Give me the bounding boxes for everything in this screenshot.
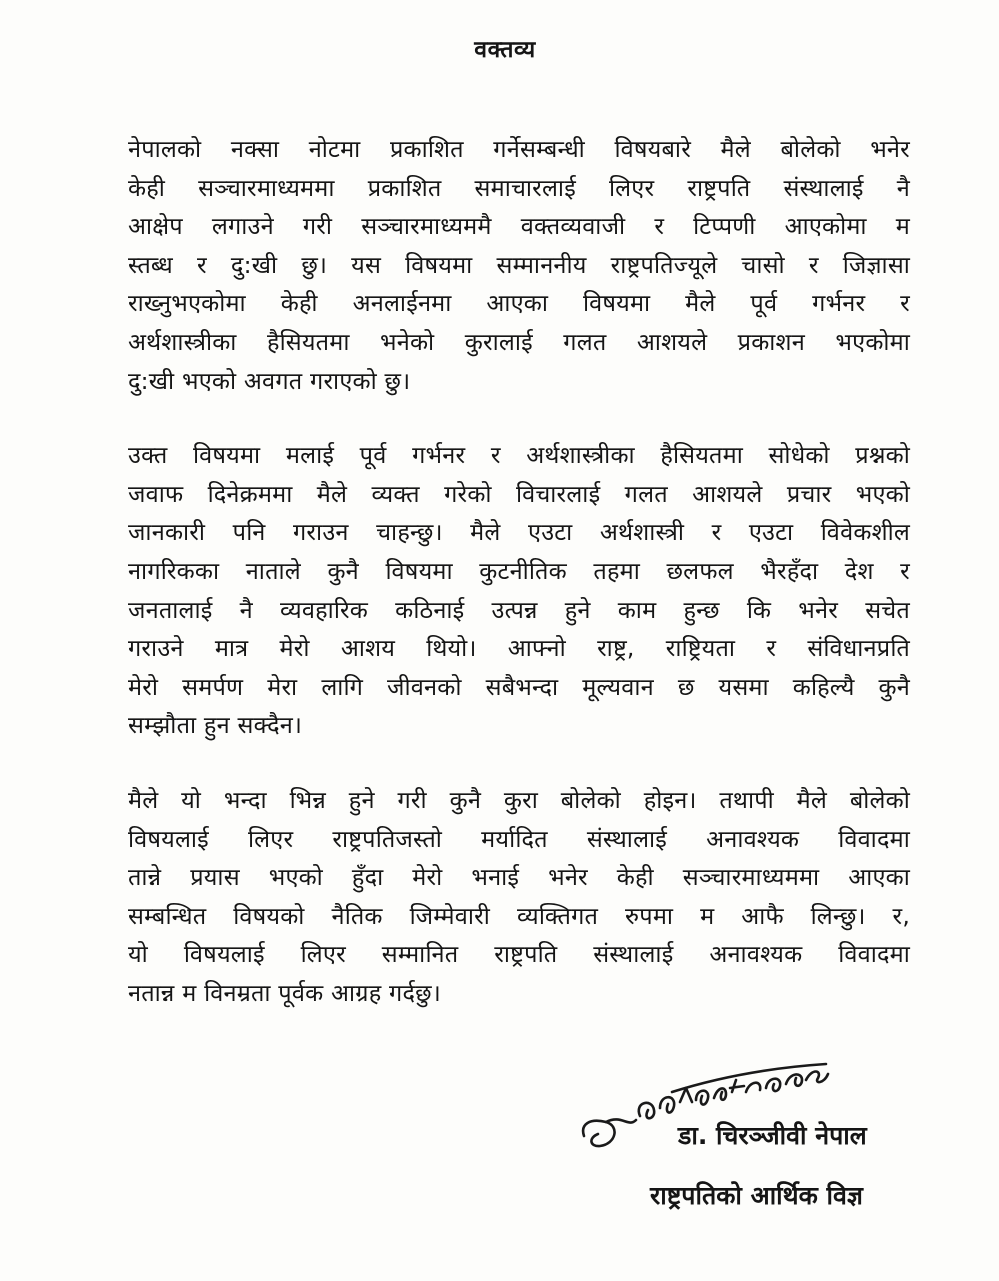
document-title: वक्तव्य [474, 37, 536, 63]
text-line: सम्झौता हुन सक्दैन। [128, 711, 303, 740]
text-line: केही सञ्चारमाध्यममा प्रकाशित समाचारलाई लिएर राष्ट्रपति संस्थालाई नै [128, 173, 910, 202]
text-line: सम्बन्धित विषयको नैतिक जिम्मेवारी व्यक्तिगत रुपमा म आफै लिन्छु। र, [128, 901, 910, 930]
text-line: मेरो समर्पण मेरा लागि जीवनको सबैभन्दा मूल्यवान छ यसमा कहिल्यै कुनै [128, 672, 910, 701]
text-line: राख्नुभएकोमा केही अनलाईनमा आएका विषयमा मैले पूर्व गर्भनर र [128, 289, 910, 318]
text-line: दु:खी भएको अवगत गराएको छु। [128, 366, 411, 395]
text-line: उक्त विषयमा मलाई पूर्व गर्भनर र अर्थशास्त्रीका हैसियतमा सोधेको प्रश्नको [128, 441, 910, 470]
text-line: जानकारी पनि गराउन चाहन्छु। मैले एउटा अर्थशास्त्री र एउटा विवेकशील [128, 518, 910, 547]
text-line: गराउने मात्र मेरो आशय थियो। आफ्नो राष्ट्र, राष्ट्रियता र संविधानप्रति [128, 634, 910, 663]
text-line: नतान्न म विनम्रता पूर्वक आग्रह गर्दछु। [128, 978, 441, 1007]
text-line: नागरिकका नाताले कुनै विषयमा कुटनीतिक तहमा छलफल भैरहँदा देश र [128, 556, 910, 585]
paragraph-2 [128, 436, 910, 745]
text-line: मैले यो भन्दा भिन्न हुने गरी कुनै कुरा बोलेको होइन। तथापी मैले बोलेको [128, 785, 910, 814]
text-line: जनतालाई नै व्यवहारिक कठिनाई उत्पन्न हुने काम हुन्छ कि भनेर सचेत [128, 595, 910, 624]
signatory-role: राष्ट्रपतिको आर्थिक विज्ञ [650, 1181, 863, 1210]
text-line: नेपालको नक्सा नोटमा प्रकाशित गर्नेसम्बन्धी विषयबारे मैले बोलेको भनेर [128, 135, 910, 163]
text-line: जवाफ दिनेक्रममा मैले व्यक्त गरेको विचारलाई गलत आशयले प्रचार भएको [128, 479, 910, 508]
text-line: यो विषयलाई लिएर सम्मानित राष्ट्रपति संस्थालाई अनावश्यक विवादमा [128, 940, 910, 969]
text-line: अर्थशास्त्रीका हैसियतमा भनेको कुरालाई गलत आशयले प्रकाशन भएकोमा [128, 327, 910, 356]
statement-body [128, 130, 910, 1048]
paragraph-3 [128, 781, 910, 1013]
text-line: आक्षेप लगाउने गरी सञ्चारमाध्यममै वक्तव्यवाजी र टिप्पणी आएकोमा म [128, 212, 910, 241]
text-line: विषयलाई लिएर राष्ट्रपतिजस्तो मर्यादित संस्थालाई अनावश्यक विवादमा [128, 824, 910, 853]
paragraph-1 [128, 130, 910, 400]
text-line: तान्ने प्रयास भएको हुँदा मेरो भनाई भनेर केही सञ्चारमाध्यममा आएका [128, 863, 910, 892]
signatory-name: डा. चिरञ्जीवी नेपाल [678, 1121, 867, 1150]
text-line: स्तब्ध र दु:खी छु। यस विषयमा सम्माननीय राष्ट्रपतिज्यूले चासो र जिज्ञासा [128, 250, 910, 279]
